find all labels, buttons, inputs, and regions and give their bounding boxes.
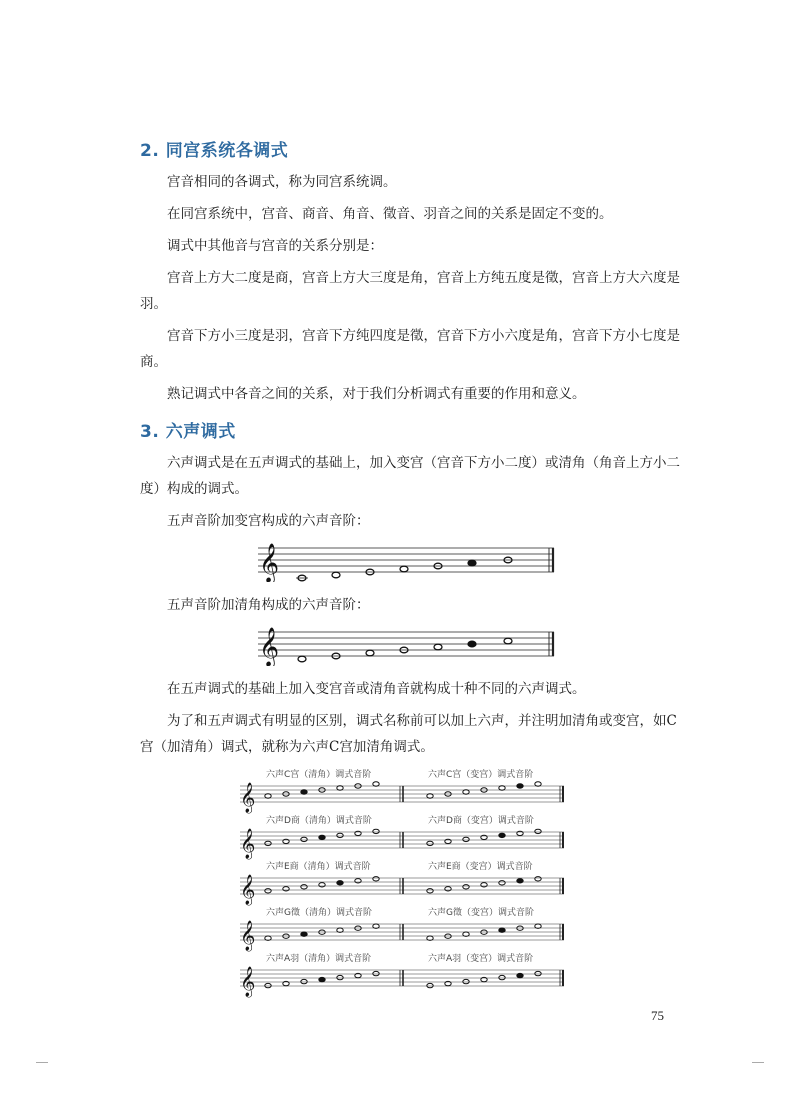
- note: [319, 883, 325, 887]
- note: [319, 977, 325, 981]
- scale-label: 六声G徵（变宫）调式音阶: [428, 908, 534, 918]
- page-content: [140, 136, 685, 1000]
- paragraph: 在五声调式的基础上加入变宫音或清角音就构成十种不同的六声调式。: [167, 681, 586, 697]
- note: [499, 928, 505, 932]
- note: [463, 790, 469, 794]
- staff-example-biangong: [140, 540, 685, 582]
- section-heading-3: 3. 六声调式: [140, 422, 236, 442]
- hexatonic-scales-table: [240, 768, 564, 1000]
- note: [337, 975, 343, 979]
- note: [427, 889, 433, 893]
- note: [337, 786, 343, 790]
- note: [265, 889, 271, 893]
- treble-clef-icon: 𝄞: [259, 627, 280, 666]
- note: [319, 835, 325, 839]
- scale-label: 六声C宫（变宫）调式音阶: [428, 770, 534, 780]
- scale-label: 六声C宫（清角）调式音阶: [266, 770, 372, 780]
- note: [301, 885, 307, 889]
- paragraph: 宫音相同的各调式，称为同宫系统调。: [167, 174, 397, 190]
- page-number: 75: [651, 1008, 664, 1023]
- note: [373, 829, 379, 833]
- note: [517, 973, 523, 977]
- treble-clef-icon: 𝄞: [240, 967, 256, 997]
- example-caption-biangong: 五声音阶加变宫构成的六声音阶：: [167, 513, 370, 529]
- note: [535, 971, 541, 975]
- scale-label: 六声D商（清角）调式音阶: [266, 816, 372, 826]
- note: [535, 829, 541, 833]
- treble-clef-icon: 𝄞: [240, 921, 256, 951]
- paragraph: 调式中其他音与宫音的关系分别是：: [167, 238, 383, 254]
- note: [499, 975, 505, 979]
- note: [283, 887, 289, 891]
- scale-label: 六声D商（变宫）调式音阶: [428, 816, 534, 826]
- section-heading-2: 2. 同宫系统各调式: [140, 141, 289, 161]
- paragraph: 宫音下方小三度是羽，宫音下方纯四度是徵，宫音下方小六度是角，宫音下方小七度是商。: [140, 328, 680, 370]
- note: [499, 786, 505, 790]
- note: [265, 841, 271, 845]
- staff-example-qingjiao: [140, 624, 685, 666]
- note: [535, 877, 541, 881]
- footer-mark-left: [36, 1062, 48, 1063]
- paragraph: 宫音上方大二度是商，宫音上方大三度是角，宫音上方纯五度是徵，宫音上方大六度是羽。: [140, 270, 680, 312]
- paragraph: 熟记调式中各音之间的关系，对于我们分析调式有重要的作用和意义。: [167, 386, 586, 402]
- paragraph: 在同宫系统中，宫音、商音、角音、徵音、羽音之间的关系是固定不变的。: [167, 206, 613, 222]
- note: [301, 932, 307, 936]
- paragraph: 六声调式是在五声调式的基础上，加入变宫（宫音下方小二度）或清角（角音上方小二度）构成的调式。: [140, 455, 680, 497]
- staff-lines: [258, 548, 554, 572]
- notes: [296, 557, 512, 581]
- note: [301, 979, 307, 983]
- note: [499, 881, 505, 885]
- note: [337, 833, 343, 837]
- treble-clef-icon: 𝄞: [240, 875, 256, 905]
- note: [373, 971, 379, 975]
- note: [517, 784, 523, 788]
- footer-mark-right: [752, 1062, 764, 1063]
- note: [535, 782, 541, 786]
- note: [463, 837, 469, 841]
- note: [517, 879, 523, 883]
- note: [373, 782, 379, 786]
- note: [427, 983, 433, 987]
- note: [499, 833, 505, 837]
- note: [463, 885, 469, 889]
- treble-clef-icon: 𝄞: [240, 783, 256, 813]
- note: [427, 794, 433, 798]
- note: [301, 790, 307, 794]
- note: [337, 881, 343, 885]
- scale-label: 六声G徵（清角）调式音阶: [266, 908, 372, 918]
- treble-clef-icon: 𝄞: [259, 543, 280, 582]
- note: [265, 794, 271, 798]
- note: [301, 837, 307, 841]
- treble-clef-icon: 𝄞: [240, 829, 256, 859]
- note: [445, 887, 451, 891]
- scale-label: 六声E商（变宫）调式音阶: [428, 862, 533, 872]
- note: [427, 841, 433, 845]
- scale-label: 六声A羽（清角）调式音阶: [266, 954, 372, 964]
- note: [265, 983, 271, 987]
- scale-label: 六声E商（清角）调式音阶: [266, 862, 371, 872]
- note: [355, 879, 361, 883]
- note: [481, 883, 487, 887]
- scale-label: 六声A羽（变宫）调式音阶: [428, 954, 534, 964]
- paragraph: 为了和五声调式有明显的区别，调式名称前可以加上六声，并注明加清角或变宫，如C宫（加清角）调式，就称为六声C宫加清角调式。: [140, 713, 677, 755]
- note: [373, 877, 379, 881]
- example-caption-qingjiao: 五声音阶加清角构成的六声音阶：: [167, 597, 370, 613]
- note: [463, 979, 469, 983]
